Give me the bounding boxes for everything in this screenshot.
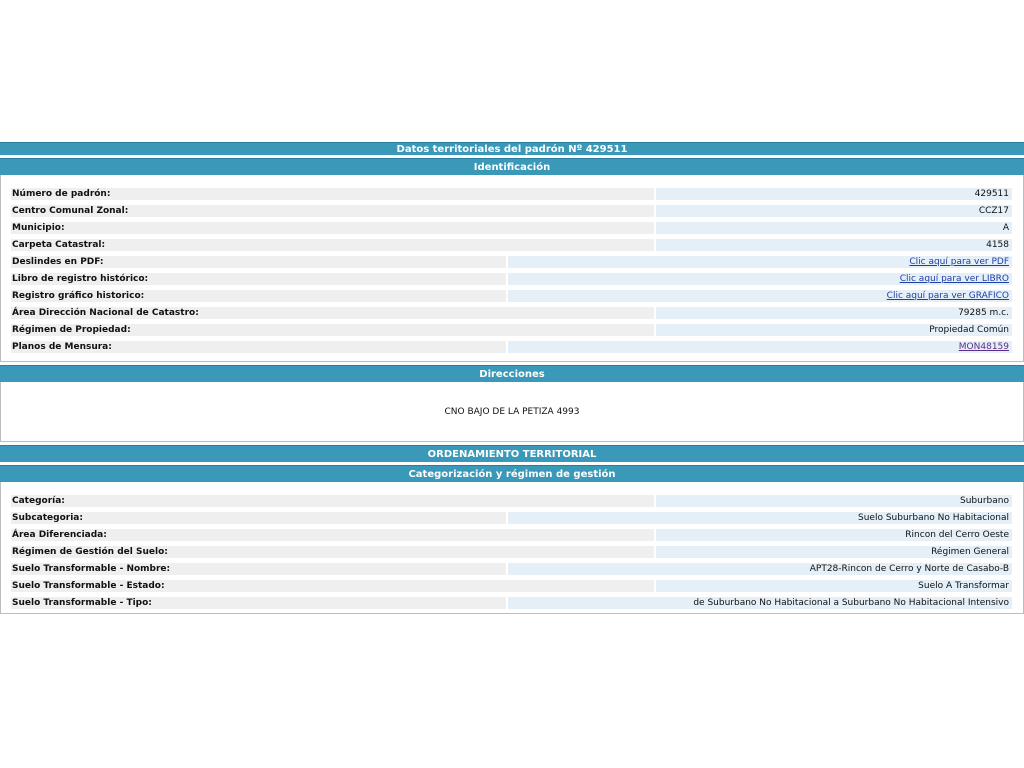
table-row [11, 270, 1012, 287]
table-row [11, 594, 1012, 611]
row-label: Suelo Transformable - Tipo: [11, 597, 506, 609]
row-label: Régimen de Propiedad: [11, 324, 654, 336]
table-row [11, 304, 1012, 321]
row-label: Deslindes en PDF: [11, 256, 506, 268]
row-label: Planos de Mensura: [11, 341, 506, 353]
row-value [508, 341, 1012, 353]
row-value: Suelo A Transformar [656, 580, 1012, 592]
row-label: Carpeta Catastral: [11, 239, 654, 251]
table-row [11, 219, 1012, 236]
subsection-header-categorizacion: Categorización y régimen de gestión [0, 465, 1024, 482]
padron-report [0, 142, 1024, 614]
row-label: Área Dirección Nacional de Catastro: [11, 307, 654, 319]
table-row [11, 577, 1012, 594]
direcciones-panel [0, 382, 1024, 442]
section-header-direcciones: Direcciones [0, 365, 1024, 382]
row-value [508, 256, 1012, 268]
table-row [11, 509, 1012, 526]
ordenamiento-panel [0, 482, 1024, 614]
identificacion-panel [0, 175, 1024, 362]
row-value [508, 273, 1012, 285]
table-row [11, 253, 1012, 270]
section-header-ordenamiento: ORDENAMIENTO TERRITORIAL [0, 445, 1024, 462]
row-label: Centro Comunal Zonal: [11, 205, 654, 217]
table-row [11, 321, 1012, 338]
table-row [11, 202, 1012, 219]
row-label: Municipio: [11, 222, 654, 234]
address-text: CNO BAJO DE LA PETIZA 4993 [444, 406, 580, 417]
row-label: Área Diferenciada: [11, 529, 654, 541]
row-value: Rincon del Cerro Oeste [656, 529, 1012, 541]
table-row [11, 338, 1012, 355]
row-label: Subcategoria: [11, 512, 506, 524]
row-label: Libro de registro histórico: [11, 273, 506, 285]
row-value: Régimen General [656, 546, 1012, 558]
table-row [11, 185, 1012, 202]
mensura-link[interactable]: MON48159 [958, 341, 1009, 352]
row-label: Número de padrón: [11, 188, 654, 200]
row-label: Régimen de Gestión del Suelo: [11, 546, 654, 558]
row-value: A [656, 222, 1012, 234]
section-header-identificacion: Identificación [0, 158, 1024, 175]
row-value: de Suburbano No Habitacional a Suburbano No Habitacional Intensivo [508, 597, 1012, 609]
row-value: 4158 [656, 239, 1012, 251]
grafico-link[interactable]: Clic aquí para ver GRAFICO [886, 290, 1009, 301]
pdf-link[interactable]: Clic aquí para ver PDF [909, 256, 1009, 267]
row-label: Suelo Transformable - Nombre: [11, 563, 506, 575]
row-value: 429511 [656, 188, 1012, 200]
row-value: CCZ17 [656, 205, 1012, 217]
page-title: Datos territoriales del padrón Nº 429511 [0, 142, 1024, 155]
table-row [11, 560, 1012, 577]
row-label: Categoría: [11, 495, 654, 507]
table-row [11, 543, 1012, 560]
libro-link[interactable]: Clic aquí para ver LIBRO [899, 273, 1009, 284]
row-value: Propiedad Común [656, 324, 1012, 336]
table-row [11, 492, 1012, 509]
table-row [11, 526, 1012, 543]
row-label: Registro gráfico historico: [11, 290, 506, 302]
table-row [11, 287, 1012, 304]
table-row [11, 236, 1012, 253]
row-value: APT28-Rincon de Cerro y Norte de Casabo-B [508, 563, 1012, 575]
row-value: Suburbano [656, 495, 1012, 507]
row-label: Suelo Transformable - Estado: [11, 580, 654, 592]
row-value [508, 290, 1012, 302]
row-value: Suelo Suburbano No Habitacional [508, 512, 1012, 524]
row-value: 79285 m.c. [656, 307, 1012, 319]
